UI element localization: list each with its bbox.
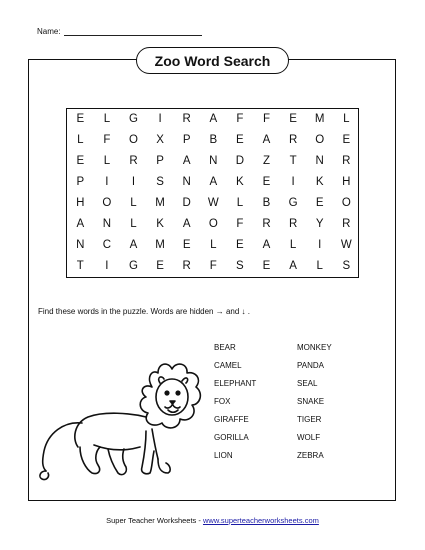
grid-cell[interactable]: O (208, 218, 218, 230)
word-list-item: TIGER (297, 415, 322, 424)
grid-cell[interactable]: E (156, 260, 164, 272)
grid-cell[interactable]: R (342, 155, 351, 167)
grid-cell[interactable]: N (209, 155, 218, 167)
word-list-item: WOLF (297, 433, 321, 442)
grid-cell[interactable]: A (262, 134, 271, 146)
grid-cell[interactable]: E (76, 113, 85, 125)
grid-cell[interactable]: A (182, 218, 191, 230)
grid-row (67, 256, 358, 277)
grid-cell[interactable]: E (315, 197, 324, 209)
grid-cell[interactable]: A (289, 260, 297, 272)
grid-cell[interactable]: W (340, 239, 352, 251)
grid-cell[interactable]: L (130, 197, 137, 209)
grid-row (67, 172, 358, 193)
name-label: Name: (37, 27, 61, 36)
word-search-grid (66, 108, 359, 278)
grid-cell[interactable]: B (262, 197, 271, 209)
word-list-item: GIRAFFE (214, 415, 249, 424)
grid-cell[interactable]: K (315, 176, 324, 188)
grid-cell[interactable]: R (288, 134, 298, 146)
grid-cell[interactable]: X (156, 134, 164, 146)
page-title (136, 47, 289, 74)
grid-cell[interactable]: O (102, 197, 112, 209)
grid-cell[interactable]: E (236, 239, 244, 251)
grid-cell[interactable]: L (316, 260, 323, 272)
grid-cell[interactable]: E (76, 155, 85, 167)
grid-cell[interactable]: N (76, 239, 85, 251)
word-list-item: BEAR (214, 343, 236, 352)
grid-cell[interactable]: R (182, 113, 191, 125)
grid-cell[interactable]: S (236, 260, 244, 272)
word-list-item: ELEPHANT (214, 379, 257, 388)
footer-text: Super Teacher Worksheets - (106, 516, 203, 525)
grid-row (67, 151, 358, 172)
grid-cell[interactable]: H (342, 176, 351, 188)
grid-cell[interactable]: G (288, 197, 298, 209)
grid-cell[interactable]: Z (262, 155, 270, 167)
name-blank-line[interactable] (64, 27, 202, 36)
lion-illustration (34, 347, 204, 487)
grid-cell[interactable]: R (342, 218, 351, 230)
grid-cell[interactable]: F (209, 260, 217, 272)
grid-cell[interactable]: O (341, 197, 351, 209)
grid-cell[interactable]: N (182, 176, 191, 188)
word-list-item: SNAKE (297, 397, 325, 406)
instructions: Find these words in the puzzle. Words are hidden → and ↓ . (38, 307, 250, 316)
grid-cell[interactable]: L (343, 113, 350, 125)
grid-cell[interactable]: F (262, 113, 270, 125)
grid-cell[interactable]: O (315, 134, 325, 146)
grid-cell[interactable]: G (129, 113, 138, 125)
grid-cell[interactable]: W (207, 197, 219, 209)
grid-cell[interactable]: I (318, 239, 322, 251)
grid-cell[interactable]: E (236, 134, 244, 146)
grid-cell[interactable]: K (236, 176, 244, 188)
word-list-column-2 (297, 343, 367, 473)
grid-row (67, 130, 358, 151)
grid-cell[interactable]: L (210, 239, 217, 251)
footer (0, 516, 425, 525)
page-title-text: Zoo Word Search (154, 52, 271, 69)
grid-cell[interactable]: E (262, 260, 271, 272)
grid-cell[interactable]: S (156, 176, 164, 188)
word-list-item: MONKEY (297, 343, 332, 352)
grid-cell[interactable]: P (156, 155, 164, 167)
grid-cell[interactable]: A (182, 155, 191, 167)
grid-cell[interactable]: F (236, 113, 244, 125)
word-list-item: PANDA (297, 361, 324, 370)
word-list-item: CAMEL (214, 361, 242, 370)
grid-row (67, 235, 358, 256)
grid-cell[interactable]: N (315, 155, 324, 167)
grid-cell[interactable]: T (76, 260, 84, 272)
grid-cell[interactable]: L (236, 197, 244, 209)
word-list-item: FOX (214, 397, 231, 406)
grid-row (67, 214, 358, 235)
grid-cell[interactable]: O (129, 134, 138, 146)
grid-cell[interactable]: T (289, 155, 297, 167)
grid-cell[interactable]: P (76, 176, 85, 188)
word-list-item: SEAL (297, 379, 318, 388)
grid-row (67, 193, 358, 214)
grid-cell[interactable]: D (235, 155, 245, 167)
word-list-item: GORILLA (214, 433, 249, 442)
grid-cell[interactable]: M (314, 113, 325, 125)
grid-cell[interactable]: E (262, 176, 271, 188)
grid-cell[interactable]: R (288, 218, 298, 230)
grid-cell[interactable]: N (102, 218, 112, 230)
word-list-column-1 (214, 343, 284, 473)
grid-cell[interactable]: R (262, 218, 271, 230)
grid-cell[interactable]: D (182, 197, 191, 209)
grid-cell[interactable]: R (182, 260, 191, 272)
grid-cell[interactable]: G (129, 260, 138, 272)
grid-cell[interactable]: C (102, 239, 112, 251)
grid-cell[interactable]: H (76, 197, 85, 209)
grid-cell[interactable]: M (155, 197, 165, 209)
grid-cell[interactable]: E (182, 239, 191, 251)
grid-cell[interactable]: F (103, 134, 111, 146)
grid-cell[interactable]: B (209, 134, 218, 146)
grid-cell[interactable]: L (130, 218, 137, 230)
grid-cell[interactable]: I (105, 176, 109, 188)
grid-cell[interactable]: L (289, 239, 297, 251)
grid-cell[interactable]: I (131, 176, 136, 188)
grid-cell[interactable]: A (209, 113, 218, 125)
grid-cell[interactable]: L (77, 134, 84, 146)
grid-cell[interactable]: I (158, 113, 162, 125)
grid-cell[interactable]: L (103, 113, 111, 125)
grid-cell[interactable]: A (209, 176, 218, 188)
grid-cell[interactable]: A (76, 218, 85, 230)
grid-cell[interactable]: P (182, 134, 191, 146)
grid-cell[interactable]: I (105, 260, 109, 272)
grid-cell[interactable]: K (156, 218, 164, 230)
footer-link[interactable]: www.superteacherworksheets.com (202, 516, 319, 525)
grid-cell[interactable]: R (129, 155, 138, 167)
grid-cell[interactable]: L (103, 155, 111, 167)
grid-cell[interactable]: A (129, 239, 138, 251)
grid-cell[interactable]: M (155, 239, 165, 251)
grid-cell[interactable]: S (342, 260, 351, 272)
grid-cell[interactable]: F (236, 218, 244, 230)
grid-cell[interactable]: I (291, 176, 295, 188)
grid-row (67, 109, 358, 130)
grid-cell[interactable]: E (342, 134, 351, 146)
grid-cell[interactable]: E (289, 113, 297, 125)
grid-cell[interactable]: Y (315, 218, 324, 230)
grid-cell[interactable]: A (262, 239, 271, 251)
word-list-item: LION (214, 451, 233, 460)
word-list-item: ZEBRA (297, 451, 324, 460)
name-field-row (37, 27, 202, 36)
